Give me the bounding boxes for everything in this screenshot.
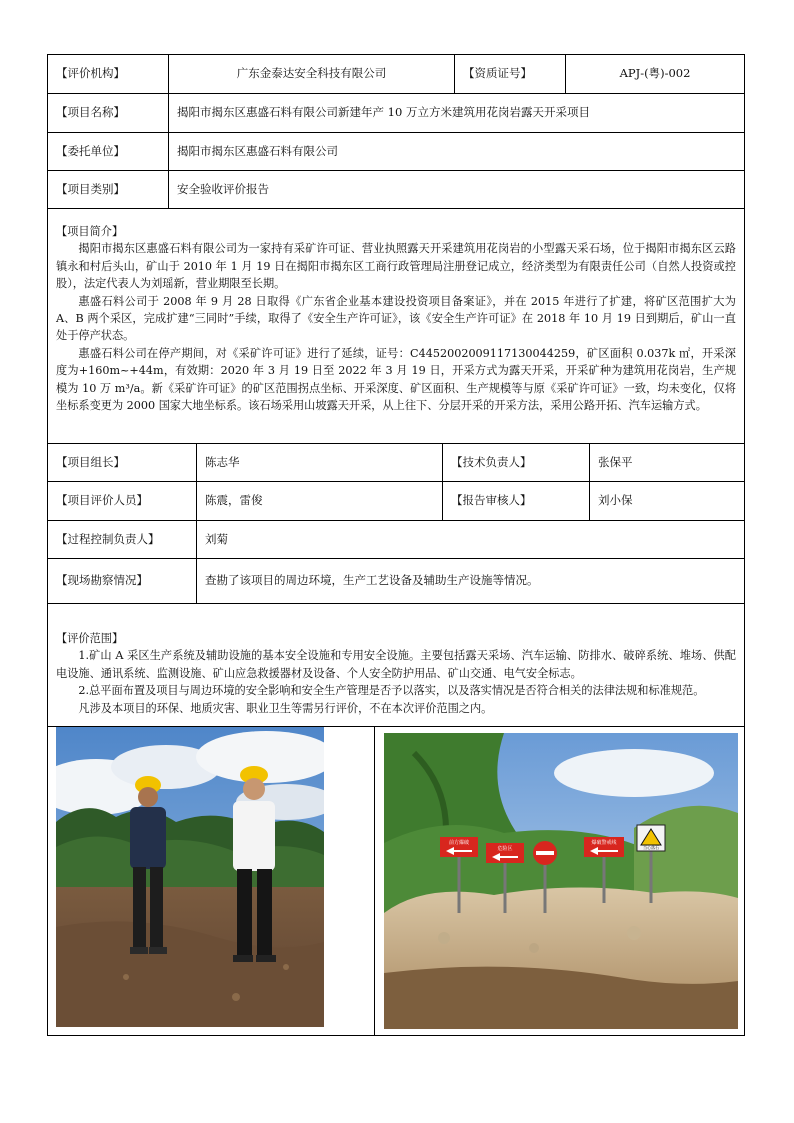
cert-value: APJ-(粤)-002 [619,66,691,81]
site-photo-workers [56,727,324,1027]
project-name-row [48,94,744,133]
scope-heading: 【评价范围】 [56,632,124,645]
leader-row [48,444,744,482]
survey-label: 【现场勘察情况】 [48,559,197,603]
intro-heading: 【项目简介】 [56,225,124,238]
client-row [48,133,744,171]
cert-label: 【资质证号】 [455,55,566,93]
project-name-value: 揭阳市揭东区惠盛石料有限公司新建年产 10 万立方米建筑用花岗岩露天开采项目 [177,105,590,120]
intro-paragraph: 惠盛石料公司在停产期间，对《采矿许可证》进行了延续，证号：C4452002009117130044259，矿区面积 0.037k ㎡，开采深度为+160m~+44m，有效期：2020 年 3 月 19 日至 2022 年 3 月 19 日，开采方式为露天开采，开采矿种为建筑用花岗岩，生产规模为 10 万 m³/a。新《采矿许可证》的矿区范围拐点坐标、开采深度、矿区面积、生产规模等与原《采矿许可证》一致，均未变化，仅将坐标系变更为 2000 国家大地坐标系。该石场采用山坡露天开采，从上往下、分层开采的开采方法，采用公路开拓、汽车运输方式。 [56,346,736,413]
survey-row [48,559,744,604]
svg-text:爆破警戒线: 爆破警戒线 [591,840,617,846]
type-row [48,171,744,209]
warning-sign [486,843,524,863]
site-photo-signs [384,733,738,1029]
svg-text:危险区: 危险区 [497,846,513,852]
photo-section [48,727,744,1035]
client-value: 揭阳市揭东区惠盛石料有限公司 [177,143,338,158]
tech-label: 【技术负责人】 [443,444,590,481]
photo-divider [374,727,375,1035]
intro-paragraph: 惠盛石料公司于 2008 年 9 月 28 日取得《广东省企业基本建设投资项目备案证》，并在 2015 年进行了扩建，将矿区范围扩大为 A、B 两个采区，完成扩建“三同时”手续，取得了《安全生产许可证》，该《安全生产许可证》在 2018 年 10 月 19 日到期后，矿山一直处于停产状态。 [56,294,736,343]
client-label: 【委托单位】 [48,133,169,170]
caution-sign [637,825,665,851]
intro-section [48,209,744,444]
survey-value: 查勘了该项目的周边环境，生产工艺设备及辅助生产设施等情况。 [205,573,539,588]
org-value: 广东金泰达安全科技有限公司 [169,55,455,93]
workers-photo-image [56,727,324,1027]
intro-paragraph: 揭阳市揭东区惠盛石料有限公司为一家持有采矿许可证、营业执照露天开采建筑用花岗岩的小型露天采石场，位于揭阳市揭东区云路镇永和村后头山，矿山于 2010 年 1 月 19 日在揭阳市揭东区工商行政管理局注册登记成立，经济类型为有限责任公司（自然人投资或控股），法定代表人为刘瑶新，营业期限至长期。 [56,242,736,291]
tech-value: 张保平 [598,454,633,469]
warning-sign [440,837,478,857]
scope-section [48,604,744,727]
scope-paragraph: 凡涉及本项目的环保、地质灾害、职业卫生等需另行评价，不在本次评价范围之内。 [78,701,493,715]
scope-paragraph: 1.矿山 A 采区生产系统及辅助设施的基本安全设施和专用安全设施。主要包括露天采场、汽车运输、防排水、破碎系统、堆场、供配电设施、通讯系统、监测设施、矿山应急救援器材及设备、个人安全防护用品、矿山交通、电气安全标志。 [56,649,736,680]
signs-photo-image [384,733,738,1029]
process-row [48,521,744,559]
svg-text:当心落石: 当心落石 [643,845,659,850]
org-label: 【评价机构】 [48,55,169,93]
leader-label: 【项目组长】 [48,444,197,481]
leader-value: 陈志华 [197,444,443,481]
scope-paragraph: 2.总平面布置及项目与周边环境的安全影响和安全生产管理是否予以落实，以及落实情况是否符合相关的法律法规和标准规范。 [78,684,705,698]
no-entry-sign [533,841,557,865]
scope-text [48,620,744,717]
svg-text:前方爆破: 前方爆破 [448,840,470,846]
evaluators-label: 【项目评价人员】 [48,482,197,520]
process-label: 【过程控制负责人】 [48,521,197,558]
project-name-label: 【项目名称】 [48,94,169,132]
type-value: 安全验收评价报告 [177,181,269,196]
org-row [48,55,744,94]
warning-sign [584,837,624,857]
reviewer-label: 【报告审核人】 [443,482,590,520]
type-label: 【项目类别】 [48,171,169,208]
report-sheet [47,54,745,1036]
intro-text [48,213,744,414]
reviewer-value: 刘小保 [598,493,633,508]
evaluators-row [48,482,744,521]
process-value: 刘菊 [205,531,228,546]
evaluators-value: 陈震，雷俊 [197,482,443,520]
